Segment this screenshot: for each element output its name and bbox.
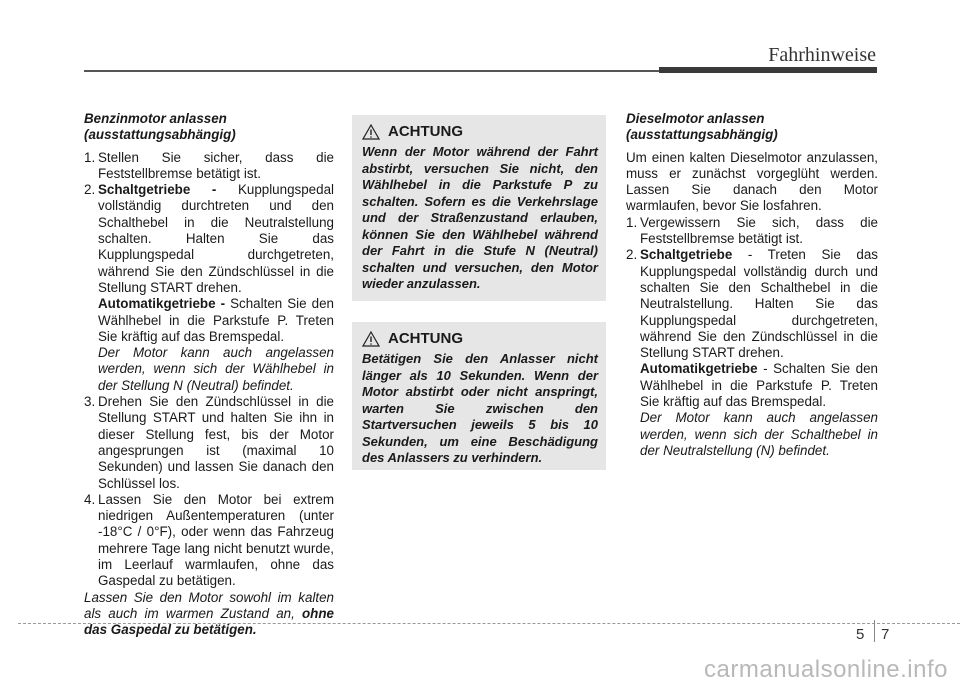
gasoline-step-2-note: Der Motor kann auch angelassen werden, wenn sich der Wählhebel in der Stellung N (Neutral) befindet. (98, 345, 334, 393)
gasoline-start-section (84, 111, 334, 639)
diesel-heading: Dieselmotor anlassen (626, 111, 765, 126)
step-number: 3. (84, 394, 96, 410)
diesel-step-1 (626, 215, 878, 248)
warning-triangle-icon (362, 124, 380, 140)
gasoline-heading-sub: (ausstattungsabhängig) (84, 127, 236, 143)
gasoline-final-note (84, 590, 334, 639)
diesel-intro: Um einen kalten Dieselmotor anzulassen, muss er zunächst vorgeglüht werden. Lassen Sie danach den Motor warmlaufen, bevor Sie losfahren. (626, 149, 878, 214)
diesel-heading-sub: (ausstattungsabhängig) (626, 127, 778, 143)
watermark: carmanualsonline.info (704, 656, 948, 683)
step-number: 1. (626, 214, 638, 230)
manual-transmission-label: Schaltgetriebe (640, 247, 733, 263)
manual-transmission-label: Schaltgetriebe - (98, 182, 217, 198)
step-text: Kupplungspedal vollständig durchtreten und den Schalthebel in die Neutralstellung schalten. Halten Sie das Kupplungspedal durchgetreten, während Sie den Zündschlüssel in die Stellung START drehen. (98, 182, 334, 295)
step-text: - Treten Sie das Kupplungspedal vollständig durch und schalten Sie den Schalthebel in die Neutralstellung. Halten Sie das Kupplungspedal durchgetreten, während Sie den Zündschlüssel in die Stellung START drehen. (640, 247, 878, 361)
gasoline-step-2 (84, 182, 334, 296)
gasoline-step-4 (84, 492, 334, 590)
warning-title: ACHTUNG (388, 330, 463, 347)
warning-header (362, 330, 598, 347)
warning-title: ACHTUNG (388, 123, 463, 140)
automatic-transmission-label: Automatikgetriebe - (98, 296, 226, 312)
diesel-start-section (626, 111, 878, 459)
gasoline-step-1 (84, 150, 334, 183)
diesel-step-2-automatic (626, 361, 878, 410)
step-text: - Schalten Sie den Wählhebel in die Parkstufe P. Treten Sie kräftig auf das Bremspedal. (640, 361, 878, 410)
final-note-bold: ohne das Gaspedal zu betätigen. (84, 605, 334, 638)
step-text: Lassen Sie den Motor bei extrem niedrigen Außentemperaturen (unter -18°C / 0°F), oder wenn das Fahrzeug mehrere Tage lang nicht benutzt wurde, im Leerlauf warmlaufen, ohne das Gaspedal zu betätigen. (98, 491, 334, 589)
step-text: Schalten Sie den Wählhebel in die Parkstufe P. Treten Sie kräftig auf das Bremspedal. (98, 296, 334, 344)
step-text: Drehen Sie den Zündschlüssel in die Stellung START und halten Sie ihn in dieser Stellung fest, bis der Motor angesprungen ist (maximal 10 Sekunden) und lassen Sie danach den Schlüssel los. (98, 394, 334, 491)
chapter-number: 5 (856, 626, 865, 643)
page-number: 7 (881, 626, 890, 643)
automatic-transmission-label: Automatikgetriebe (640, 361, 758, 377)
gasoline-step-3 (84, 394, 334, 492)
diesel-step-2 (626, 247, 878, 361)
warning-text: Wenn der Motor während der Fahrt abstirbt, versuchen Sie nicht, den Wählhebel in die Parkstufe P zu schalten. Sofern es die Verkehrslage und der Straßenzustand erlauben, können Sie den Wählhebel während der Fahrt in die Stufe N (Neutral) schalten und versuchen, den Motor wieder anzulassen. (362, 144, 598, 291)
section-title: Fahrhinweise (768, 44, 876, 66)
step-number: 2. (626, 247, 638, 263)
step-number: 4. (84, 491, 96, 507)
step-text: Vergewissern Sie sich, dass die Feststellbremse betätigt ist. (640, 214, 878, 247)
page-number-divider (874, 620, 875, 642)
warning-box-stall (352, 115, 606, 301)
step-text: Stellen Sie sicher, dass die Feststellbremse betätigt ist. (98, 149, 334, 181)
gasoline-heading: Benzinmotor anlassen (84, 111, 227, 126)
header-rule-accent (659, 67, 877, 73)
step-number: 1. (84, 149, 96, 165)
footer-rule (18, 623, 960, 625)
warning-triangle-icon (362, 331, 380, 347)
warning-text: Betätigen Sie den Anlasser nicht länger als 10 Sekunden. Wenn der Motor abstirbt oder nicht anspringt, warten Sie zwischen den Startversuchen jeweils 5 bis 10 Sekunden, um eine Beschädigung des Anlassers zu verhindern. (362, 351, 598, 465)
warning-header (362, 123, 598, 140)
gasoline-step-2-automatic (84, 296, 334, 345)
final-note-italic: Lassen Sie den Motor sowohl im kalten als auch im warmen Zustand an, (84, 589, 334, 621)
warning-box-starter (352, 322, 606, 470)
header-rule (84, 70, 659, 72)
step-number: 2. (84, 182, 96, 198)
diesel-step-2-note: Der Motor kann auch angelassen werden, wenn sich der Schalthebel in der Neutralstellung (N) befindet. (640, 410, 878, 458)
